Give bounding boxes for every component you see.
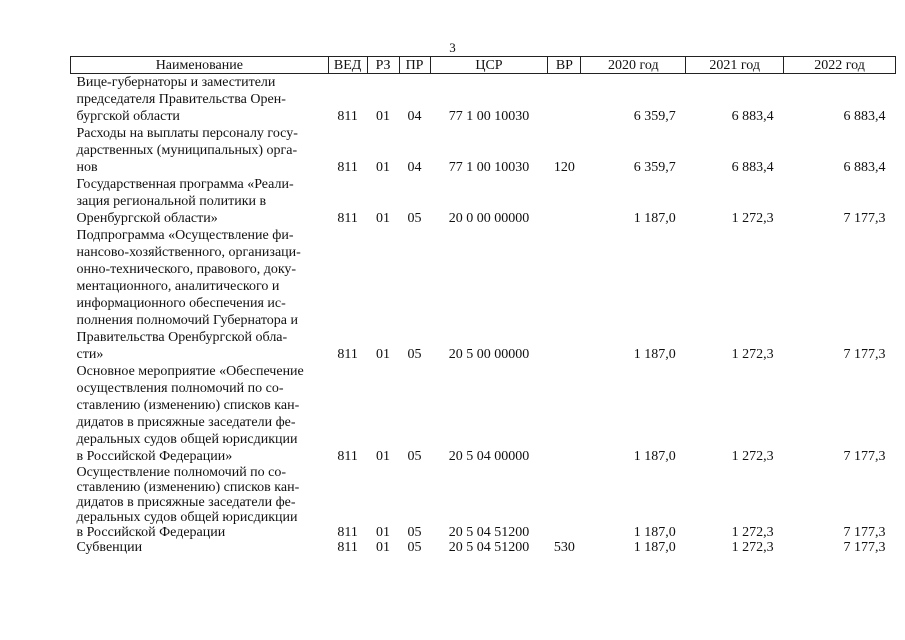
row-2022: 6 883,4: [843, 109, 886, 124]
row-rz: 01: [376, 211, 391, 226]
row-ved: 811: [337, 109, 358, 124]
row-pr: 04: [407, 109, 422, 124]
row-2020: 1 187,0: [633, 540, 676, 555]
row-2020: 1 187,0: [633, 211, 676, 226]
row-rz: 01: [376, 347, 391, 362]
row-rz: 01: [376, 449, 391, 464]
row-ved: 811: [337, 160, 358, 175]
row-name: Государственная программа «Реали- зация региональной политики в Оренбургской области»: [76, 177, 294, 226]
row-2021: 1 272,3: [731, 449, 774, 464]
table-row: [71, 176, 896, 227]
row-vr: 530: [553, 540, 575, 555]
row-pr: 05: [407, 449, 422, 464]
row-vr: [548, 74, 581, 126]
row-vr: [548, 227, 581, 363]
row-2021: 1 272,3: [731, 540, 774, 555]
table-row: [71, 540, 896, 555]
table-row: [71, 465, 896, 540]
row-rz: 01: [376, 525, 391, 540]
row-rz: 01: [376, 160, 391, 175]
row-name: Подпрограмма «Осуществление фи- нансово-хозяйственного, организаци- онно-технического, правового, доку- ментационного, аналитического и информационного обеспечения ис- полнения полномочий Губернатора и Правительства Оренбургской обла- сти»: [76, 228, 301, 362]
row-ved: 811: [337, 540, 358, 555]
row-pr: 05: [407, 211, 422, 226]
row-2022: 6 883,4: [843, 160, 886, 175]
row-csr: 20 5 00 00000: [448, 347, 530, 362]
row-2021: 6 883,4: [731, 160, 774, 175]
row-rz: 01: [376, 540, 391, 555]
row-ved: 811: [337, 449, 358, 464]
table-header-row: [71, 57, 896, 74]
row-csr: 20 5 04 51200: [448, 525, 530, 540]
row-csr: 20 5 04 51200: [448, 540, 530, 555]
row-2021: 6 883,4: [731, 109, 774, 124]
row-vr: 120: [553, 160, 575, 175]
row-2020: 1 187,0: [633, 347, 676, 362]
row-2020: 1 187,0: [633, 449, 676, 464]
row-2022: 7 177,3: [843, 540, 886, 555]
row-pr: 05: [407, 347, 422, 362]
row-csr: 77 1 00 10030: [448, 109, 530, 124]
col-header-vr: ВР: [548, 57, 581, 74]
row-2021: 1 272,3: [731, 211, 774, 226]
row-name: Вице-губернаторы и заместители председателя Правительства Орен- бургской области: [76, 75, 286, 124]
col-header-2021: 2021 год: [686, 57, 784, 74]
table-row: [71, 363, 896, 465]
row-2020: 1 187,0: [633, 525, 676, 540]
budget-table: [70, 56, 896, 555]
row-csr: 20 5 04 00000: [448, 449, 530, 464]
row-2022: 7 177,3: [843, 449, 886, 464]
col-header-csr: ЦСР: [430, 57, 548, 74]
row-ved: 811: [337, 211, 358, 226]
row-vr: [548, 363, 581, 465]
row-pr: 05: [407, 525, 422, 540]
row-2021: 1 272,3: [731, 347, 774, 362]
row-2022: 7 177,3: [843, 525, 886, 540]
row-pr: 04: [407, 160, 422, 175]
row-pr: 05: [407, 540, 422, 555]
col-header-rz: РЗ: [367, 57, 399, 74]
col-header-name: Наименование: [71, 57, 329, 74]
page-number: 3: [449, 40, 456, 55]
col-header-2020: 2020 год: [581, 57, 686, 74]
row-csr: 20 0 00 00000: [448, 211, 530, 226]
row-2020: 6 359,7: [633, 109, 676, 124]
table-row: [71, 125, 896, 176]
row-2021: 1 272,3: [731, 525, 774, 540]
col-header-pr: ПР: [399, 57, 430, 74]
row-2022: 7 177,3: [843, 347, 886, 362]
row-rz: 01: [376, 109, 391, 124]
row-2022: 7 177,3: [843, 211, 886, 226]
row-ved: 811: [337, 525, 358, 540]
col-header-ved: ВЕД: [328, 57, 367, 74]
row-name: Субвенции: [76, 540, 143, 555]
col-header-2022: 2022 год: [784, 57, 896, 74]
row-vr: [548, 176, 581, 227]
row-csr: 77 1 00 10030: [448, 160, 530, 175]
row-ved: 811: [337, 347, 358, 362]
row-name: Осуществление полномочий по со- ставлению (изменению) списков кан- дидатов в присяжные заседатели фе- деральных судов общей юрисдикции в Российской Федерации: [76, 465, 300, 540]
table-row: [71, 227, 896, 363]
row-2020: 6 359,7: [633, 160, 676, 175]
row-vr: [548, 465, 581, 540]
row-name: Расходы на выплаты персоналу госу- дарственных (муниципальных) орга- нов: [76, 126, 298, 175]
row-name: Основное мероприятие «Обеспечение осуществления полномочий по со- ставлению (изменению) списков кан- дидатов в присяжные заседатели фе- деральных судов общей юрисдикции в Российской Федерации»: [76, 364, 304, 464]
table-row: [71, 74, 896, 126]
